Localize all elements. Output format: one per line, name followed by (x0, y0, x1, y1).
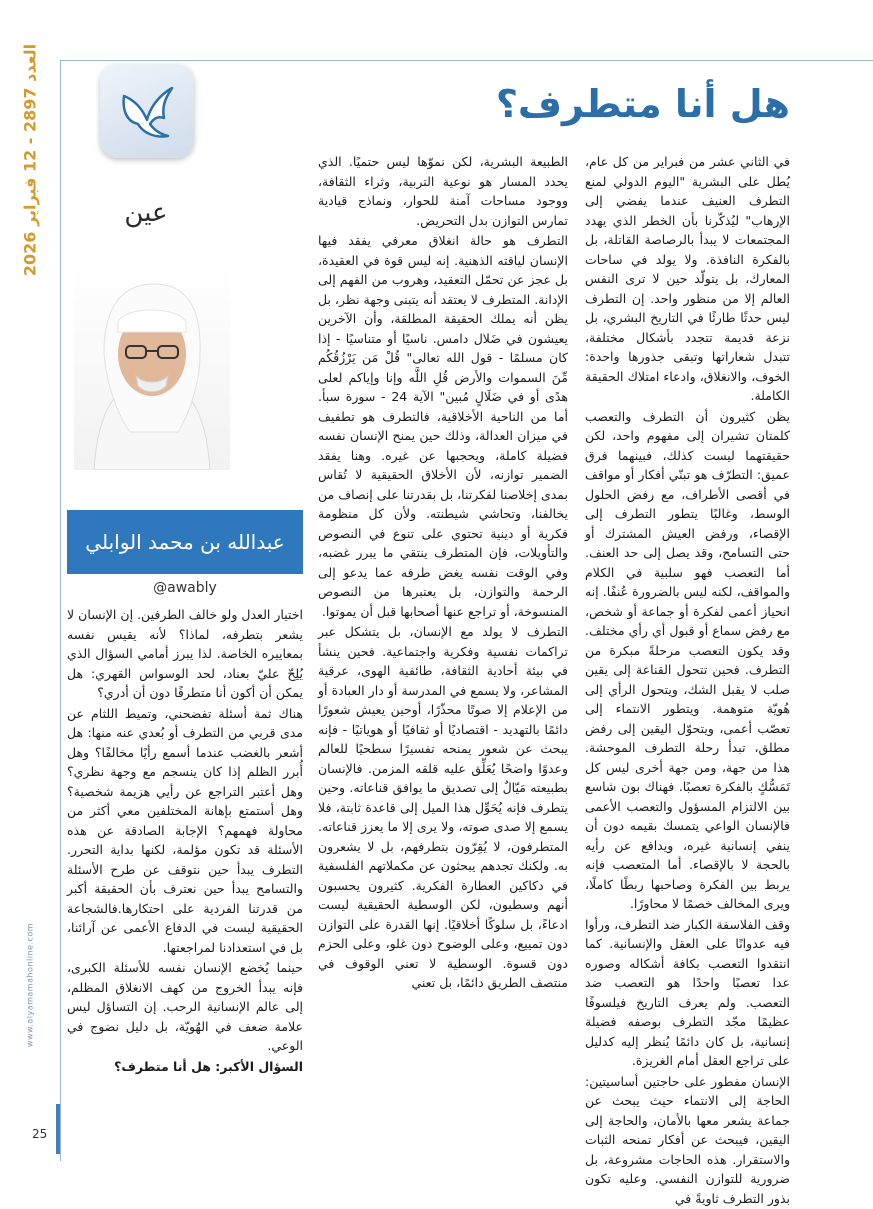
section-logo (100, 64, 194, 158)
paragraph: حينما يُخضع الإنسان نفسه للأسئلة الكبرى، فإنه يبدأ الخروج من كهف الانغلاق المظلم، إلى عالم الإنسانية الرحب. إن التساؤل ليس علامة ضعف في الهُويّة، بل دليل نضوج في الوعي. (67, 960, 303, 1053)
article-column-1 (585, 152, 790, 1209)
paragraph: في الثاني عشر من فبراير من كل عام، يُطل على البشرية "اليوم الدولي لمنع التطرف العنيف عندما يفضي إلى الإرهاب" ليُذكّرنا بأن الخطر الذي يهدد المجتمعات لا يبدأ بالرصاصة القاتلة، بل بالفكرة النافذة. ولا يولد في ساحات المعارك، بل يتولّد حين لا ترى النفس العالم إلا من منظور واحد. إن التطرف ليس حدثًا طارئًا في التاريخ البشري، بل نزعة قديمة تتجدد بأشكال مختلفة، تتبدل شعاراتها وتبقى جذورها واحدة: الخوف، والانغلاق، وادعاء امتلاك الحقيقة الكاملة. (585, 154, 790, 403)
dove-icon (114, 78, 180, 144)
closing-question: السؤال الأكبر: هل أنا متطرف؟ (114, 1058, 303, 1074)
paragraph: اختيار العدل ولو خالف الطرفين. إن الإنسان لا يشعر بتطرفه، لماذا؟ لأنه يقيس نفسه بمعاييره الخاصة. لذا يبرز أمامي السؤال الذي يُلِحّ عليّ بعناد، لحد الوسواس القهري: هل يمكن أن أكون أنا متطرفًا دون أن أدري؟ (67, 607, 303, 700)
paragraph: الإنسان مفطور على حاجتين أساسيتين: الحاجة إلى الانتماء حيث يبحث عن جماعة يشعر معها بالأمان، والحاجة إلى اليقين، فيبحث عن أفكار تمنحه الثبات والاستقرار. هذه الحاجات مشروعة، بل ضرورية للتوازن النفسي. وعليه تكون بذور التطرف ثاويةً في (585, 1073, 790, 1206)
paragraph: هناك ثمة أسئلة تفضحني، وتميط اللثام عن مدى قربي من التطرف أو بُعدي عنه منها: هل أشعر بالغضب عندما أسمع رأيًا مخالفًا؟ وهل أُبرر الظلم إذا كان ينسجم مع وجهة نظري؟ وهل أعتبر التراجع عن رأيي هزيمة شخصية؟ وهل أستمتع بإهانة المختلفين معي أكثر من محاولة فهمهم؟ الإجابة الصادقة عن هذه الأسئلة قد تكون مؤلمة، لكنها بداية التحرر. التطرف يبدأ حين نتوقف عن طرح الأسئلة والتسامح يبدأ حين نعترف بأن الحقيقة أكبر من قدرتنا الفردية على احتكارها.فالشجاعة الحقيقية ليست في الدفاع الأعمى عن آرائنا، بل في استعدادنا لمراجعتها. (67, 705, 303, 955)
article-column-2 (318, 152, 568, 994)
paragraph: التطرف لا يولد مع الإنسان، بل يتشكل عبر تراكمات نفسية وفكرية واجتماعية. فحين ينشأ في بيئة أحادية الثقافة، طائفية الهوى، عرقية المشاعر، ولا يسمع في المدرسة أو دار العبادة أو من الإعلام إلا صوتًا محذّرًا، أوحين يعيش شعورًا دائمًا بالتهديد - اقتصاديًا أو ثقافيًا أو هوياتيًا - فإنه يبحث عن شعور يمنحه تفسيرًا سطحيًا للعالم وعدوًا واضحًا يُعَلِّق عليه قلقه المزمن. فالإنسان بطبيعته مَيّالٌ إلى تصديق ما يوافق قناعاته. وحين يتطرف فإنه يُحَوِّل هذا الميل إلى قاعدة ثابتة، فلا يسمع إلا صدى صوته، ولا يرى إلا ما يعزز قناعاته. المتطرفون، لا يُقِرّون بتطرفهم، بل لا يشعرون به. ولكنك تجدهم يبحثون عن مكملاتهم الفلسفية في دكاكين العطارة الفكرية. كثيرون يحسبون أنهم وسطيون، لكن الوسطية الحقيقية ليست ادعاءً، بل سلوكًا أخلاقيًا. إنها القدرة على التوازن دون تمييع، وعلى الوضوح دون غلو، وعلى الحزم دون قسوة. الوسطية لا تعني الوقوف في منتصف الطريق دائمًا، بل تعني (318, 624, 568, 990)
issue-label: العدد 2897 - 12 فبراير 2026 (20, 43, 40, 277)
section-name: عين (124, 198, 168, 228)
author-name-banner: عبدالله بن محمد الوابلي (67, 510, 303, 574)
author-portrait (74, 262, 230, 470)
article-column-3 (67, 605, 303, 1077)
paragraph: التطرف هو حالة انغلاق معرفي يفقد فيها الإنسان لياقته الذهنية. إنه ليس قوة في العقيدة، بل عجز عن تحمّل التعقيد، وهروب من الفهم إلى الإدانة. المتطرف لا يعتقد أنه يتبنى وجهة نظر، بل يظن أنه يملك الحقيقة المطلقة، وأن الآخرين يعيشون في ضَلال دامس. ناسيًا أو متناسيًا - إذا كان مسلمًا - قول الله تعالى" قُلْ مَن يَرْزُقُكُم مِّنَ السموات والأرض قُلِ اللَّه وإنا وإياكم لعلى هدًى أو في ضَلَالٍ مُبين" الآية 24 - سورة سبأ. أما من الناحية الأخلاقية، فالتطرف هو تطفيف في ميزان العدالة، وذلك حين يمنح الإنسان نفسه فضيلة كاملة، ويحجبها عن غيره. وهنا يفقد الضمير توازنه، لأن الأخلاق الحقيقية لا تُقاس بمدى إخلاصنا لفكرتنا، بل بقدرتنا على إنصاف من يخالفنا، وتحاشي شيطنته. ولأن كل منظومة فكرية أو دينية تحتوي على تنوع في النصوص والتأويلات، فإن المتطرف ينتقي ما يبرر غضبه، وفي الوقت نفسه يغض طرفه عما يدعو إلى الرحمة والتوازن، بل يعتبرها من النصوص المنسوخة، أو تراجع عنها أصحابها قبل أن يموتوا. (318, 233, 568, 619)
paragraph: الطبيعة البشرية، لكن نموّها ليس حتميًا. الذي يحدد المسار هو نوعية التربية، وثراء الثقافة، ووجود مساحات آمنة للحوار، ونماذج قيادية تمارس التوازن بدل التحريض. (318, 154, 568, 228)
author-handle[interactable]: @awably (153, 580, 217, 596)
paragraph: وقف الفلاسفة الكبار ضد التطرف، ورأوا فيه عدوانًا على العقل والإنسانية. كما انتقدوا التعصب بكافة أشكاله وصوره عدا تعصبًا واحدًا هو التعصب ضد التعصب. ولم يعرف التاريخ فيلسوفًا عظيمًا مجّد التطرف بوصفه فضيلة إنسانية، بل كان دائمًا يُنظر إليه كدليل على تراجع العقل أمام الغريزة. (585, 916, 790, 1068)
page-number: 25 (32, 1127, 48, 1141)
article-title: هل أنا متطرف؟ (495, 82, 790, 126)
site-url[interactable]: www.alyamamahonline.com (25, 922, 35, 1048)
paragraph: يظن كثيرون أن التطرف والتعصب كلمتان تشيران إلى مفهوم واحد، لكن حقيقتهما ليست كذلك، فبينهما فرق عميق: التطرّف هو تبنّي أفكار أو مواقف في أقصى الأطراف، مع رفض الحلول الوسط، وغالبًا يتطور التطرف إلى الإقصاء، ورفض العيش المشترك أو حتى التسامح، وقد يصل إلى حد العنف. أما التعصب فهو سلبية في الكلام والمواقف، لكنه ليس بالضرورة عُنفًا. إنه انحياز أعمى لفكرة أو جماعة أو شخص، مع رفض سماع أو قبول أي رأي مختلف. وقد يكون التعصب مرحلةً مبكرة من التطرف. فحين تتحول القناعة إلى يقين صلب لا يقبل الشك، ويتحول الرأي إلى هُويّة متوهمة. ويتطور الانتماء إلى تعصّب أعمى، ويتحوّل اليقين إلى رفض مطلق، تبدأ رحلة التطرف الموحشة. هذا من جهة، ومن جهة أخرى ليس كل تَمَسُّكٍ بالفكرة تعصبًا. فهناك بون شاسع بين الالتزام المسؤول والتعصب الأعمى فالإنسان الواعي يتمسك بقيمه دون أن ينفي إنسانية غيره، ويدافع عن رأيه بالحجة لا بالإقصاء. أما المتعصب فإنه يربط بين الفكرة وصاحبها ربطًا كاملًا، ويرى المخالف خصمًا لا محاورًا. (585, 408, 790, 911)
page-number-bar (56, 1104, 60, 1154)
side-rail (0, 0, 60, 1200)
